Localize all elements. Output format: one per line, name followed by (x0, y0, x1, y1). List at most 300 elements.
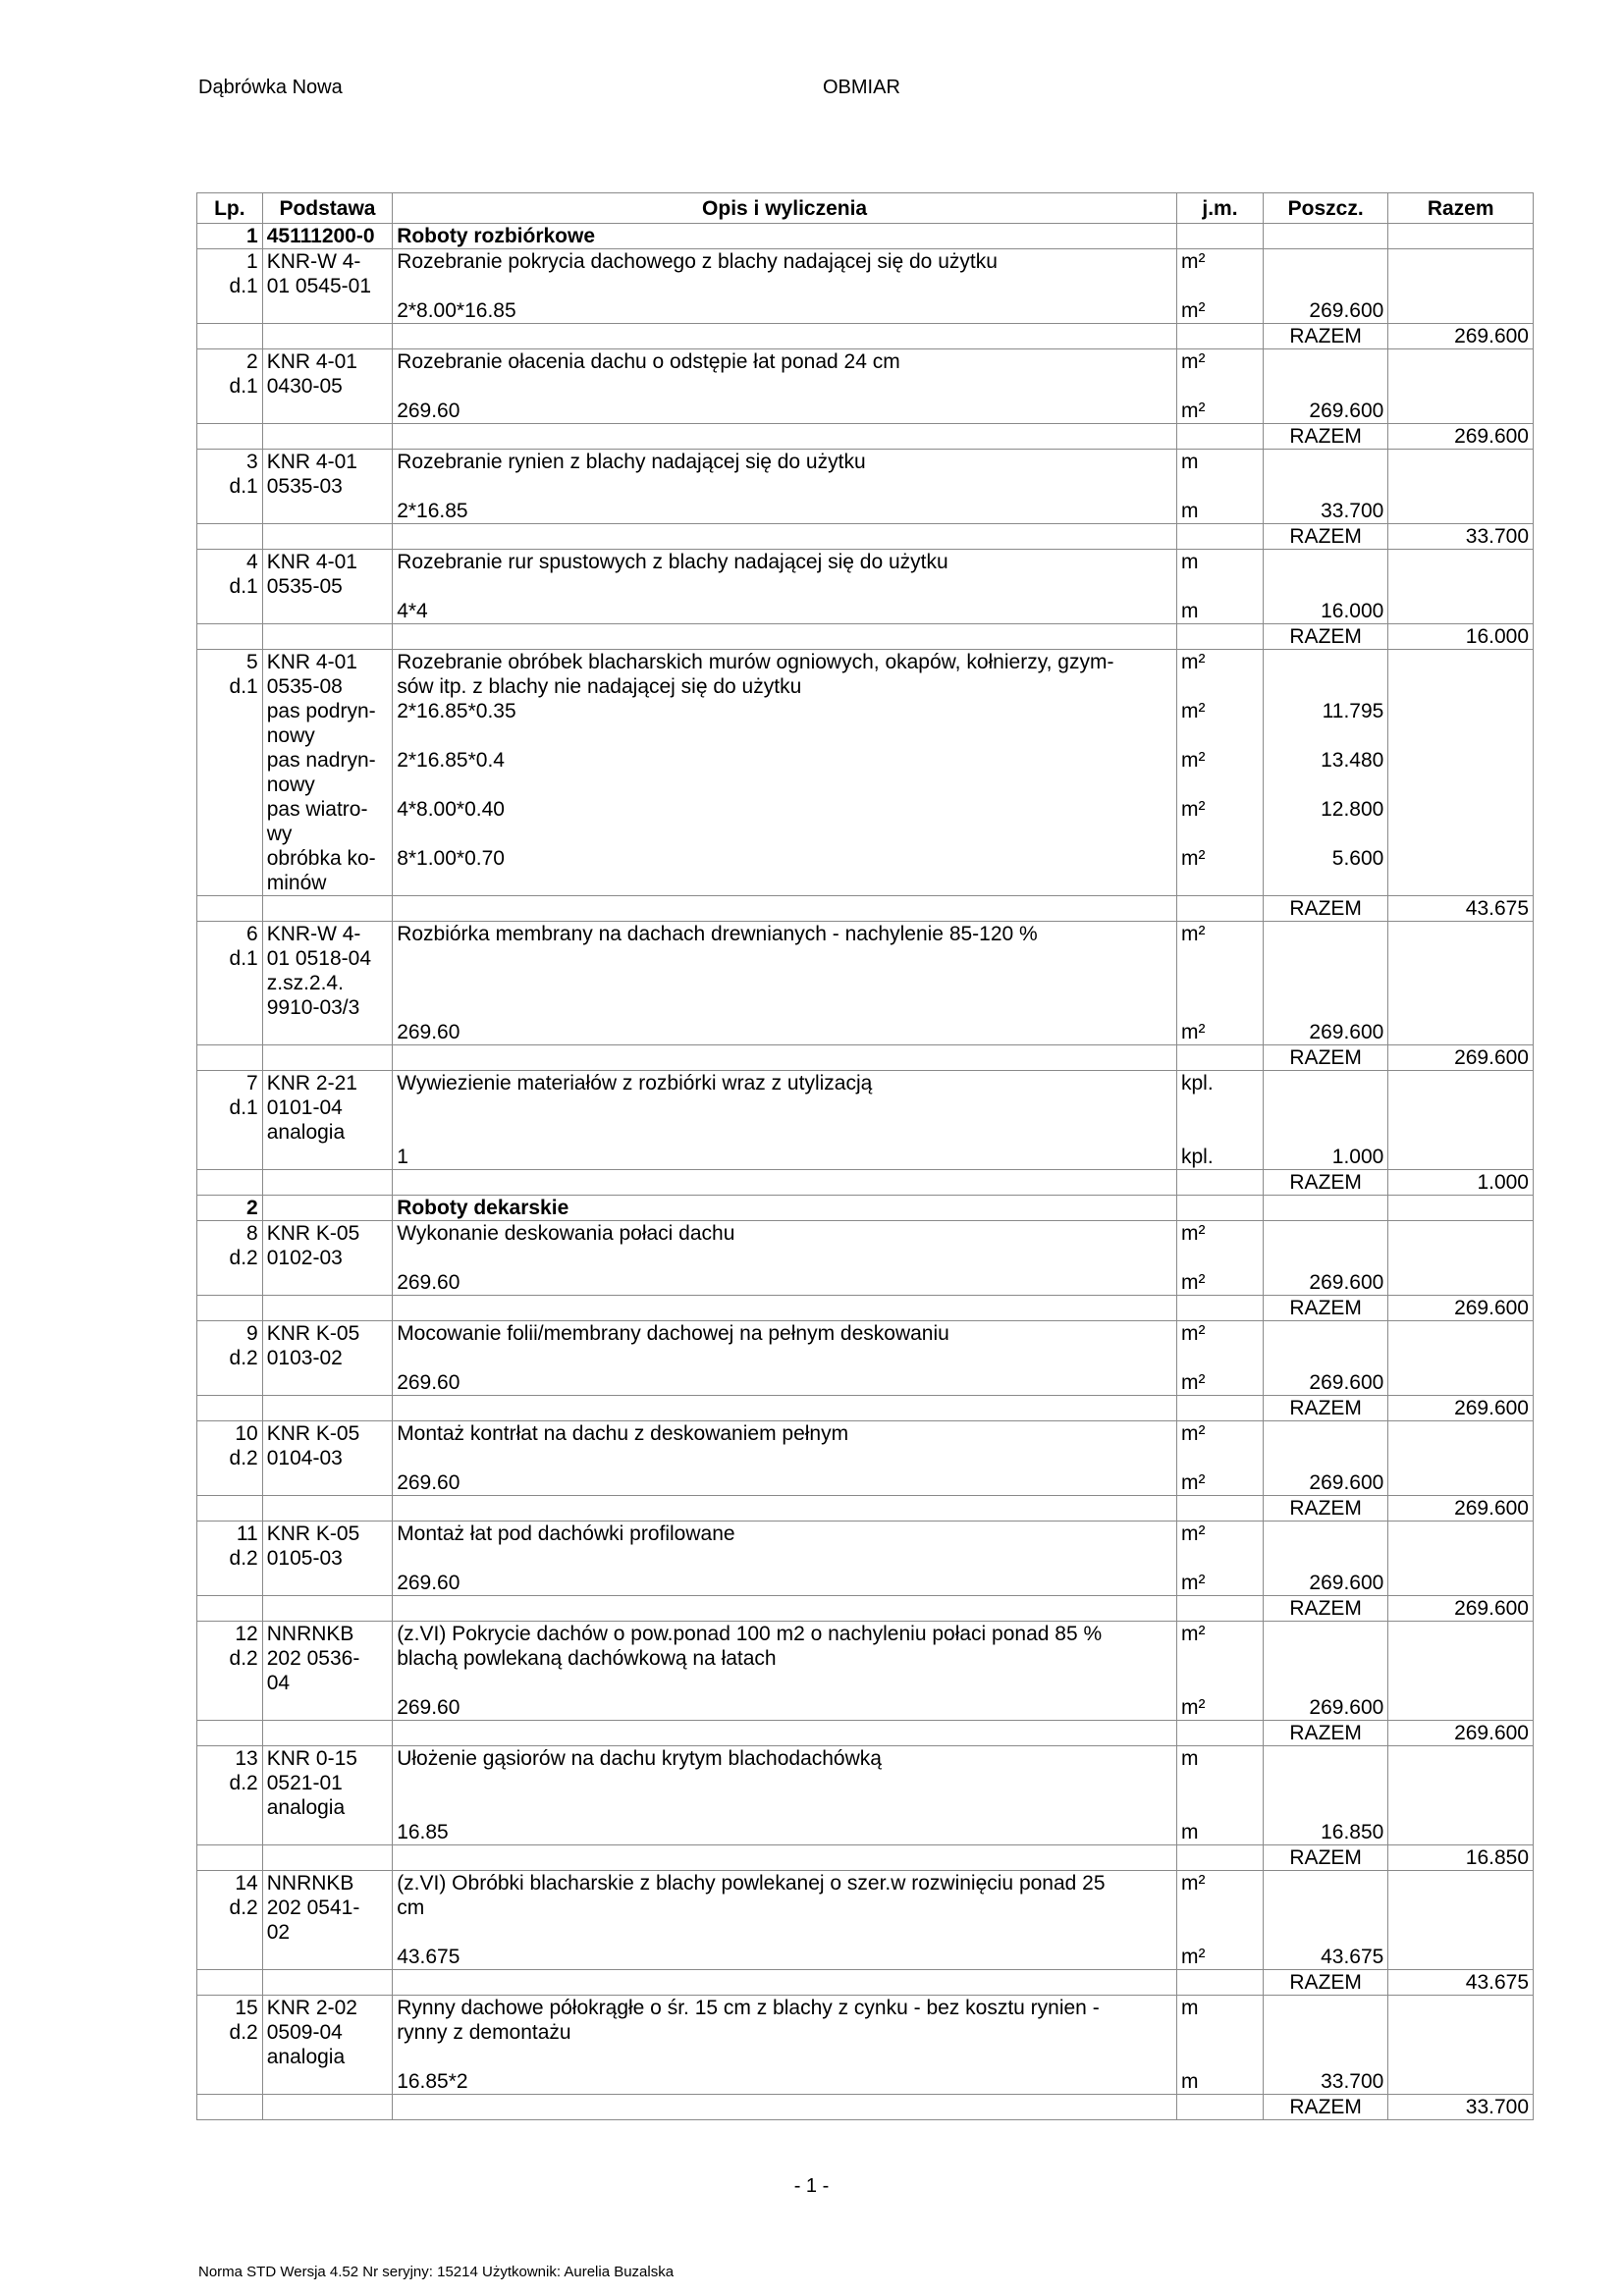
total-lp (197, 1170, 263, 1196)
total-opis (393, 1596, 1177, 1622)
total-lp (197, 1721, 263, 1746)
calculation-row (197, 298, 1534, 324)
calc-formula: 269.60 (393, 1370, 1177, 1396)
calc-formula: 1 (393, 1145, 1177, 1170)
total-jm (1176, 1170, 1263, 1196)
total-pod (262, 1845, 392, 1871)
calc-lp (197, 1270, 263, 1296)
position-razem (1388, 1871, 1534, 1946)
total-jm (1176, 624, 1263, 650)
position-poszcz (1263, 1321, 1387, 1371)
calc-label (262, 499, 392, 524)
position-lp: 2 d.1 (197, 349, 263, 400)
position-razem (1388, 349, 1534, 400)
calc-unit: m² (1176, 846, 1263, 896)
position-razem (1388, 922, 1534, 1021)
position-description: Wykonanie deskowania połaci dachu (393, 1221, 1177, 1271)
position-unit: m² (1176, 1221, 1263, 1271)
total-lp (197, 1045, 263, 1071)
total-lp (197, 624, 263, 650)
position-poszcz (1263, 650, 1387, 700)
position-description: Rozebranie obróbek blacharskich murów ogniowych, okapów, kołnierzy, gzym- sów itp. z blachy nie nadającej się do użytku (393, 650, 1177, 700)
calc-lp (197, 599, 263, 624)
position-row (197, 650, 1534, 700)
dept-number: 1 (197, 224, 263, 249)
total-value: 43.675 (1388, 896, 1534, 922)
position-unit: m (1176, 1996, 1263, 2070)
calc-value: 13.480 (1263, 748, 1387, 797)
calc-label: pas nadryn- nowy (262, 748, 392, 797)
total-value: 33.700 (1388, 524, 1534, 550)
total-lp (197, 1296, 263, 1321)
total-value: 269.600 (1388, 1045, 1534, 1071)
total-lp (197, 896, 263, 922)
total-pod (262, 324, 392, 349)
position-razem (1388, 249, 1534, 299)
total-label: RAZEM (1263, 324, 1387, 349)
position-description: Montaż kontrłat na dachu z deskowaniem pełnym (393, 1421, 1177, 1471)
calc-lp (197, 1945, 263, 1970)
position-unit: m (1176, 550, 1263, 600)
calc-formula: 269.60 (393, 1470, 1177, 1496)
calculation-row (197, 1470, 1534, 1496)
total-lp (197, 524, 263, 550)
position-razem (1388, 1321, 1534, 1371)
calc-formula: 4*4 (393, 599, 1177, 624)
calc-lp (197, 1370, 263, 1396)
total-value: 269.600 (1388, 1296, 1534, 1321)
total-opis (393, 624, 1177, 650)
position-basis: KNR K-05 0103-02 (262, 1321, 392, 1371)
calc-label (262, 1945, 392, 1970)
position-description: Ułożenie gąsiorów na dachu krytym blachodachówką (393, 1746, 1177, 1821)
calc-label (262, 1820, 392, 1845)
position-poszcz (1263, 1522, 1387, 1572)
position-row (197, 922, 1534, 1021)
calc-label (262, 298, 392, 324)
total-jm (1176, 424, 1263, 450)
calc-razem (1388, 699, 1534, 748)
dept-code (262, 1196, 392, 1221)
total-pod (262, 1296, 392, 1321)
calc-label (262, 1695, 392, 1721)
total-jm (1176, 896, 1263, 922)
total-value: 269.600 (1388, 324, 1534, 349)
position-lp: 11 d.2 (197, 1522, 263, 1572)
calc-razem (1388, 2069, 1534, 2095)
calc-formula: 269.60 (393, 1270, 1177, 1296)
position-description: Montaż łat pod dachówki profilowane (393, 1522, 1177, 1572)
calc-unit: m² (1176, 399, 1263, 424)
table-header-row (197, 193, 1534, 224)
calc-formula: 2*16.85*0.4 (393, 748, 1177, 797)
total-value: 269.600 (1388, 1721, 1534, 1746)
calc-formula: 2*16.85*0.35 (393, 699, 1177, 748)
dept-number: 2 (197, 1196, 263, 1221)
calc-razem (1388, 1945, 1534, 1970)
position-unit: m² (1176, 349, 1263, 400)
calc-label (262, 1145, 392, 1170)
position-row (197, 1221, 1534, 1271)
position-razem (1388, 1522, 1534, 1572)
position-unit: m (1176, 450, 1263, 500)
position-row (197, 450, 1534, 500)
total-pod (262, 1596, 392, 1622)
total-label: RAZEM (1263, 1596, 1387, 1622)
calc-lp (197, 1145, 263, 1170)
position-description: Rozebranie pokrycia dachowego z blachy nadającej się do użytku (393, 249, 1177, 299)
total-jm (1176, 524, 1263, 550)
position-row (197, 1321, 1534, 1371)
total-jm (1176, 1721, 1263, 1746)
position-lp: 7 d.1 (197, 1071, 263, 1146)
col-header-razem: Razem (1388, 193, 1534, 224)
total-label: RAZEM (1263, 896, 1387, 922)
total-value: 269.600 (1388, 1496, 1534, 1522)
calc-lp (197, 748, 263, 797)
calc-label (262, 2069, 392, 2095)
calc-lp (197, 499, 263, 524)
position-poszcz (1263, 1746, 1387, 1821)
calc-formula: 269.60 (393, 1571, 1177, 1596)
position-lp: 9 d.2 (197, 1321, 263, 1371)
total-label: RAZEM (1263, 1396, 1387, 1421)
position-row (197, 349, 1534, 400)
total-pod (262, 1170, 392, 1196)
position-basis: KNR 4-01 0535-05 (262, 550, 392, 600)
total-value: 1.000 (1388, 1170, 1534, 1196)
position-poszcz (1263, 249, 1387, 299)
calc-razem (1388, 1145, 1534, 1170)
dept-poszcz (1263, 1196, 1387, 1221)
calc-lp (197, 2069, 263, 2095)
calc-lp (197, 399, 263, 424)
calc-razem (1388, 399, 1534, 424)
total-pod (262, 424, 392, 450)
calc-lp (197, 1470, 263, 1496)
col-header-jm: j.m. (1176, 193, 1263, 224)
calc-label (262, 1470, 392, 1496)
header-document-title: OBMIAR (823, 77, 900, 98)
total-label: RAZEM (1263, 1296, 1387, 1321)
position-poszcz (1263, 1996, 1387, 2070)
total-jm (1176, 1045, 1263, 1071)
total-pod (262, 896, 392, 922)
total-opis (393, 1721, 1177, 1746)
calculation-row (197, 748, 1534, 797)
total-lp (197, 424, 263, 450)
position-lp: 3 d.1 (197, 450, 263, 500)
calc-razem (1388, 797, 1534, 846)
total-row (197, 1970, 1534, 1996)
calc-formula: 8*1.00*0.70 (393, 846, 1177, 896)
position-lp: 12 d.2 (197, 1622, 263, 1696)
total-opis (393, 896, 1177, 922)
total-jm (1176, 1596, 1263, 1622)
calculation-row (197, 2069, 1534, 2095)
total-pod (262, 524, 392, 550)
total-label: RAZEM (1263, 524, 1387, 550)
position-razem (1388, 1622, 1534, 1696)
position-description: Mocowanie folii/membrany dachowej na pełnym deskowaniu (393, 1321, 1177, 1371)
calc-unit: m² (1176, 699, 1263, 748)
department-row (197, 224, 1534, 249)
calculation-row (197, 1945, 1534, 1970)
position-lp: 5 d.1 (197, 650, 263, 700)
calc-formula: 16.85*2 (393, 2069, 1177, 2095)
position-unit: m² (1176, 1871, 1263, 1946)
calc-value: 16.850 (1263, 1820, 1387, 1845)
total-row (197, 324, 1534, 349)
calc-lp (197, 1695, 263, 1721)
position-lp: 14 d.2 (197, 1871, 263, 1946)
position-lp: 6 d.1 (197, 922, 263, 1021)
position-basis: KNR K-05 0105-03 (262, 1522, 392, 1572)
position-lp: 8 d.2 (197, 1221, 263, 1271)
calc-lp (197, 1020, 263, 1045)
total-label: RAZEM (1263, 1170, 1387, 1196)
calc-lp (197, 797, 263, 846)
calc-label (262, 1571, 392, 1596)
total-label: RAZEM (1263, 1845, 1387, 1871)
total-pod (262, 1396, 392, 1421)
total-value: 16.850 (1388, 1845, 1534, 1871)
software-info: Norma STD Wersja 4.52 Nr seryjny: 15214 Użytkownik: Aurelia Buzalska (198, 2264, 675, 2280)
calc-value: 269.600 (1263, 1571, 1387, 1596)
position-unit: m² (1176, 1622, 1263, 1696)
position-poszcz (1263, 550, 1387, 600)
calc-razem (1388, 1470, 1534, 1496)
position-lp: 4 d.1 (197, 550, 263, 600)
calc-unit: m (1176, 2069, 1263, 2095)
total-jm (1176, 1396, 1263, 1421)
total-row (197, 1496, 1534, 1522)
total-opis (393, 1970, 1177, 1996)
calculation-row (197, 1571, 1534, 1596)
department-row (197, 1196, 1534, 1221)
position-basis: KNR K-05 0104-03 (262, 1421, 392, 1471)
position-basis: KNR 0-15 0521-01 analogia (262, 1746, 392, 1821)
position-row (197, 1996, 1534, 2070)
calc-formula: 4*8.00*0.40 (393, 797, 1177, 846)
total-opis (393, 1396, 1177, 1421)
calculation-row (197, 1270, 1534, 1296)
calc-value: 269.600 (1263, 1370, 1387, 1396)
calc-unit: m² (1176, 748, 1263, 797)
calc-label (262, 1270, 392, 1296)
total-jm (1176, 2095, 1263, 2120)
calc-razem (1388, 599, 1534, 624)
total-opis (393, 1845, 1177, 1871)
position-row (197, 1071, 1534, 1146)
position-poszcz (1263, 1421, 1387, 1471)
calc-label (262, 399, 392, 424)
total-lp (197, 1496, 263, 1522)
position-poszcz (1263, 922, 1387, 1021)
dept-razem (1388, 1196, 1534, 1221)
position-row (197, 1871, 1534, 1946)
total-label: RAZEM (1263, 1045, 1387, 1071)
position-basis: NNRNKB 202 0541- 02 (262, 1871, 392, 1946)
position-razem (1388, 1071, 1534, 1146)
calc-unit: m² (1176, 797, 1263, 846)
position-basis: KNR 2-02 0509-04 analogia (262, 1996, 392, 2070)
calc-razem (1388, 1571, 1534, 1596)
calc-unit: m (1176, 1820, 1263, 1845)
calculation-row (197, 1020, 1534, 1045)
position-lp: 15 d.2 (197, 1996, 263, 2070)
calc-unit: m² (1176, 1945, 1263, 1970)
total-lp (197, 1970, 263, 1996)
col-header-lp: Lp. (197, 193, 263, 224)
calc-unit: kpl. (1176, 1145, 1263, 1170)
calc-unit: m² (1176, 1571, 1263, 1596)
calc-unit: m² (1176, 1470, 1263, 1496)
position-unit: m² (1176, 249, 1263, 299)
calc-value: 12.800 (1263, 797, 1387, 846)
calc-lp (197, 846, 263, 896)
position-basis: KNR K-05 0102-03 (262, 1221, 392, 1271)
total-pod (262, 1496, 392, 1522)
calc-value: 16.000 (1263, 599, 1387, 624)
position-razem (1388, 650, 1534, 700)
total-row (197, 1596, 1534, 1622)
calc-razem (1388, 846, 1534, 896)
total-opis (393, 424, 1177, 450)
calc-razem (1388, 1820, 1534, 1845)
position-poszcz (1263, 1071, 1387, 1146)
total-jm (1176, 324, 1263, 349)
page-number: - 1 - (793, 2175, 830, 2197)
total-row (197, 424, 1534, 450)
calc-value: 1.000 (1263, 1145, 1387, 1170)
calc-razem (1388, 1695, 1534, 1721)
total-jm (1176, 1496, 1263, 1522)
calc-formula: 43.675 (393, 1945, 1177, 1970)
total-row (197, 1396, 1534, 1421)
measurement-table (196, 192, 1534, 2120)
total-label: RAZEM (1263, 424, 1387, 450)
total-opis (393, 2095, 1177, 2120)
total-label: RAZEM (1263, 1970, 1387, 1996)
total-row (197, 1845, 1534, 1871)
total-pod (262, 624, 392, 650)
position-lp: 1 d.1 (197, 249, 263, 299)
calculation-row (197, 1820, 1534, 1845)
position-row (197, 249, 1534, 299)
total-pod (262, 1045, 392, 1071)
calc-label: obróbka ko- minów (262, 846, 392, 896)
position-poszcz (1263, 1622, 1387, 1696)
calc-label (262, 599, 392, 624)
position-description: Rozebranie ołacenia dachu o odstępie łat ponad 24 cm (393, 349, 1177, 400)
position-basis: KNR 4-01 0535-08 (262, 650, 392, 700)
position-description: Wywiezienie materiałów z rozbiórki wraz z utylizacją (393, 1071, 1177, 1146)
calculation-row (197, 846, 1534, 896)
position-row (197, 1746, 1534, 1821)
calc-formula: 2*16.85 (393, 499, 1177, 524)
position-razem (1388, 1996, 1534, 2070)
total-row (197, 1170, 1534, 1196)
calc-formula: 269.60 (393, 399, 1177, 424)
position-unit: m² (1176, 1321, 1263, 1371)
calc-formula: 16.85 (393, 1820, 1177, 1845)
total-pod (262, 2095, 392, 2120)
total-lp (197, 1396, 263, 1421)
dept-code: 45111200-0 (262, 224, 392, 249)
dept-jm (1176, 224, 1263, 249)
calc-value: 5.600 (1263, 846, 1387, 896)
total-label: RAZEM (1263, 1721, 1387, 1746)
position-unit: m² (1176, 922, 1263, 1021)
position-row (197, 1522, 1534, 1572)
calc-value: 269.600 (1263, 298, 1387, 324)
total-opis (393, 324, 1177, 349)
calculation-row (197, 399, 1534, 424)
position-description: Rynny dachowe półokrągłe o śr. 15 cm z blachy z cynku - bez kosztu rynien - rynny z demontażu (393, 1996, 1177, 2070)
calc-unit: m² (1176, 1020, 1263, 1045)
total-lp (197, 1845, 263, 1871)
total-row (197, 1296, 1534, 1321)
calc-lp (197, 298, 263, 324)
calculation-row (197, 1370, 1534, 1396)
calc-lp (197, 1820, 263, 1845)
header-location: Dąbrówka Nowa (198, 77, 343, 98)
dept-title: Roboty rozbiórkowe (393, 224, 1177, 249)
total-jm (1176, 1845, 1263, 1871)
dept-poszcz (1263, 224, 1387, 249)
total-opis (393, 1045, 1177, 1071)
position-razem (1388, 1221, 1534, 1271)
total-jm (1176, 1296, 1263, 1321)
table-body (197, 224, 1534, 2120)
total-row (197, 524, 1534, 550)
total-row (197, 624, 1534, 650)
total-pod (262, 1721, 392, 1746)
total-pod (262, 1970, 392, 1996)
dept-title: Roboty dekarskie (393, 1196, 1177, 1221)
total-label: RAZEM (1263, 2095, 1387, 2120)
position-poszcz (1263, 1221, 1387, 1271)
position-razem (1388, 450, 1534, 500)
calc-value: 269.600 (1263, 1270, 1387, 1296)
calculation-row (197, 1145, 1534, 1170)
col-header-podstawa: Podstawa (262, 193, 392, 224)
total-value: 269.600 (1388, 424, 1534, 450)
position-unit: m (1176, 1746, 1263, 1821)
calc-value: 33.700 (1263, 2069, 1387, 2095)
calc-razem (1388, 1270, 1534, 1296)
total-opis (393, 1296, 1177, 1321)
position-lp: 10 d.2 (197, 1421, 263, 1471)
total-jm (1176, 1970, 1263, 1996)
calc-value: 269.600 (1263, 1470, 1387, 1496)
calc-value: 33.700 (1263, 499, 1387, 524)
position-basis: KNR 4-01 0430-05 (262, 349, 392, 400)
calculation-row (197, 1695, 1534, 1721)
total-opis (393, 524, 1177, 550)
total-lp (197, 2095, 263, 2120)
calc-value: 11.795 (1263, 699, 1387, 748)
position-lp: 13 d.2 (197, 1746, 263, 1821)
position-poszcz (1263, 1871, 1387, 1946)
position-row (197, 1421, 1534, 1471)
calc-razem (1388, 1020, 1534, 1045)
calc-value: 269.600 (1263, 1020, 1387, 1045)
calc-label: pas podryn- nowy (262, 699, 392, 748)
calc-unit: m (1176, 499, 1263, 524)
position-basis: KNR-W 4- 01 0545-01 (262, 249, 392, 299)
